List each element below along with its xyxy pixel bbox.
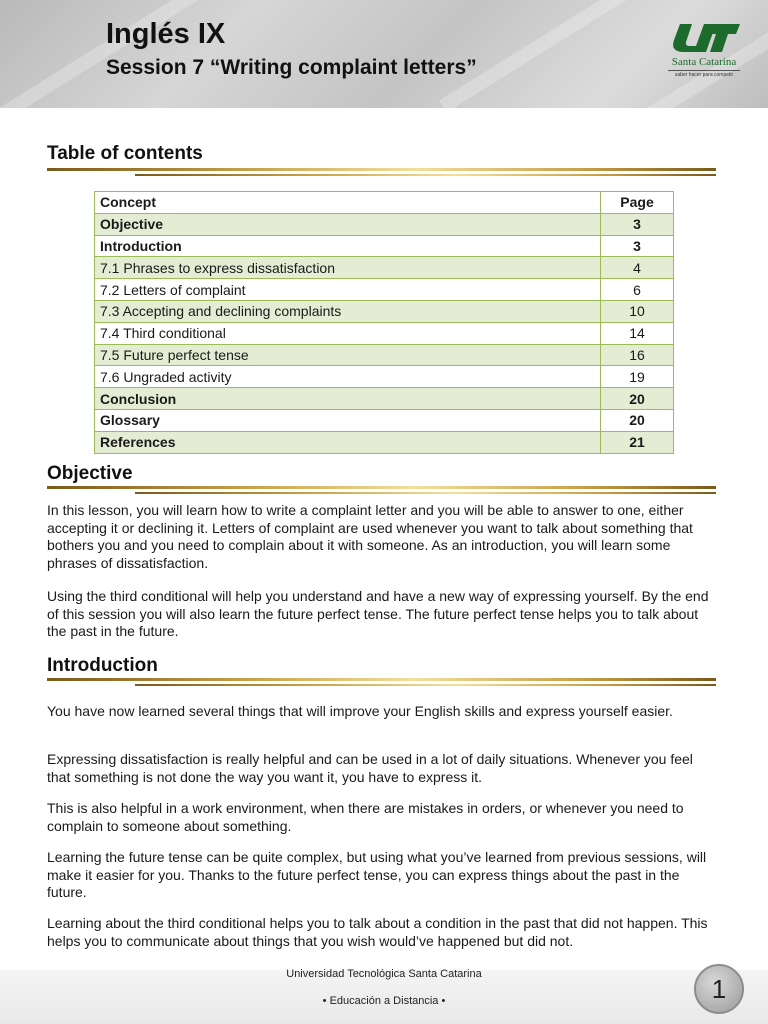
document-subtitle: Session 7 “Writing complaint letters” xyxy=(106,56,477,79)
table-row xyxy=(95,322,674,344)
toc-concept: 7.2 Letters of complaint xyxy=(95,279,601,301)
ut-logo xyxy=(664,22,744,82)
logo-name: Santa Catarina xyxy=(671,56,737,68)
header-decoration xyxy=(439,0,701,108)
introduction-paragraph: This is also helpful in a work environment, when there are mistakes in orders, or whenever you need to complain to someone about something. xyxy=(47,800,684,834)
toc-page: 16 xyxy=(601,344,674,366)
table-header-row xyxy=(95,192,674,214)
page-header xyxy=(0,0,768,108)
toc-page: 14 xyxy=(601,322,674,344)
column-header-concept: Concept xyxy=(95,192,601,214)
objective-paragraph: Using the third conditional will help you understand and have a new way of expressing yourself. By the end of this session you will also learn the future perfect tense. The future perfect tense helps you to talk about the past in the future. xyxy=(47,588,709,639)
section-rule xyxy=(135,684,716,686)
toc-page: 3 xyxy=(601,213,674,235)
toc-table xyxy=(94,191,674,454)
table-row xyxy=(95,235,674,257)
toc-concept: References xyxy=(95,431,601,453)
section-rule xyxy=(135,492,716,494)
toc-concept: 7.4 Third conditional xyxy=(95,322,601,344)
ut-logo-mark xyxy=(670,22,740,56)
toc-page: 6 xyxy=(601,279,674,301)
introduction-paragraph: You have now learned several things that will improve your English skills and express yourself easier. xyxy=(47,703,673,719)
toc-concept: 7.3 Accepting and declining complaints xyxy=(95,300,601,322)
introduction-heading: Introduction xyxy=(47,655,158,676)
table-row xyxy=(95,431,674,453)
toc-page: 20 xyxy=(601,388,674,410)
table-row xyxy=(95,409,674,431)
document-title: Inglés IX xyxy=(106,18,226,50)
introduction-paragraph: Expressing dissatisfaction is really helpful and can be used in a lot of daily situations. Whenever you feel that something is not done the way you want it, you have to express it. xyxy=(47,751,693,785)
footer-university: Universidad Tecnológica Santa Catarina xyxy=(286,968,482,980)
toc-concept: 7.5 Future perfect tense xyxy=(95,344,601,366)
page-number: 1 xyxy=(694,964,744,1014)
objective-heading: Objective xyxy=(47,463,133,484)
table-row xyxy=(95,300,674,322)
table-row xyxy=(95,388,674,410)
column-header-page: Page xyxy=(601,192,674,214)
objective-paragraph: In this lesson, you will learn how to write a complaint letter and you will be able to answer to one, either accepting it or declining it. Letters of complaint are used whenever you want to talk about something that bothers you and you need to complain about it with someone. As an introduction, you will learn some phrases of dissatisfaction. xyxy=(47,502,693,571)
introduction-paragraph: Learning about the third conditional helps you to talk about a condition in the past that did not happen. This helps you to communicate about things that you wish would’ve happened but did not. xyxy=(47,915,708,949)
toc-page: 4 xyxy=(601,257,674,279)
toc-concept: Introduction xyxy=(95,235,601,257)
page-footer xyxy=(0,958,768,1024)
table-row xyxy=(95,279,674,301)
section-rule xyxy=(135,174,716,176)
toc-concept: 7.1 Phrases to express dissatisfaction xyxy=(95,257,601,279)
header-decoration xyxy=(0,0,241,108)
toc-page: 3 xyxy=(601,235,674,257)
toc-heading: Table of contents xyxy=(47,143,203,164)
introduction-paragraph: Learning the future tense can be quite complex, but using what you’ve learned from previous sessions, will make it easier for you. Thanks to the future perfect tense, you can express things about the past in the future. xyxy=(47,849,707,900)
table-row xyxy=(95,213,674,235)
toc-concept: Conclusion xyxy=(95,388,601,410)
logo-tagline: saber hacer para competir xyxy=(668,70,740,78)
footer-education: • Educación a Distancia • xyxy=(322,995,446,1007)
section-rule xyxy=(47,678,716,681)
toc-page: 19 xyxy=(601,366,674,388)
table-row xyxy=(95,344,674,366)
toc-page: 21 xyxy=(601,431,674,453)
toc-concept: Glossary xyxy=(95,409,601,431)
toc-page: 20 xyxy=(601,409,674,431)
section-rule xyxy=(47,168,716,171)
section-rule xyxy=(47,486,716,489)
toc-concept: 7.6 Ungraded activity xyxy=(95,366,601,388)
toc-concept: Objective xyxy=(95,213,601,235)
table-row xyxy=(95,366,674,388)
toc-page: 10 xyxy=(601,300,674,322)
table-row xyxy=(95,257,674,279)
